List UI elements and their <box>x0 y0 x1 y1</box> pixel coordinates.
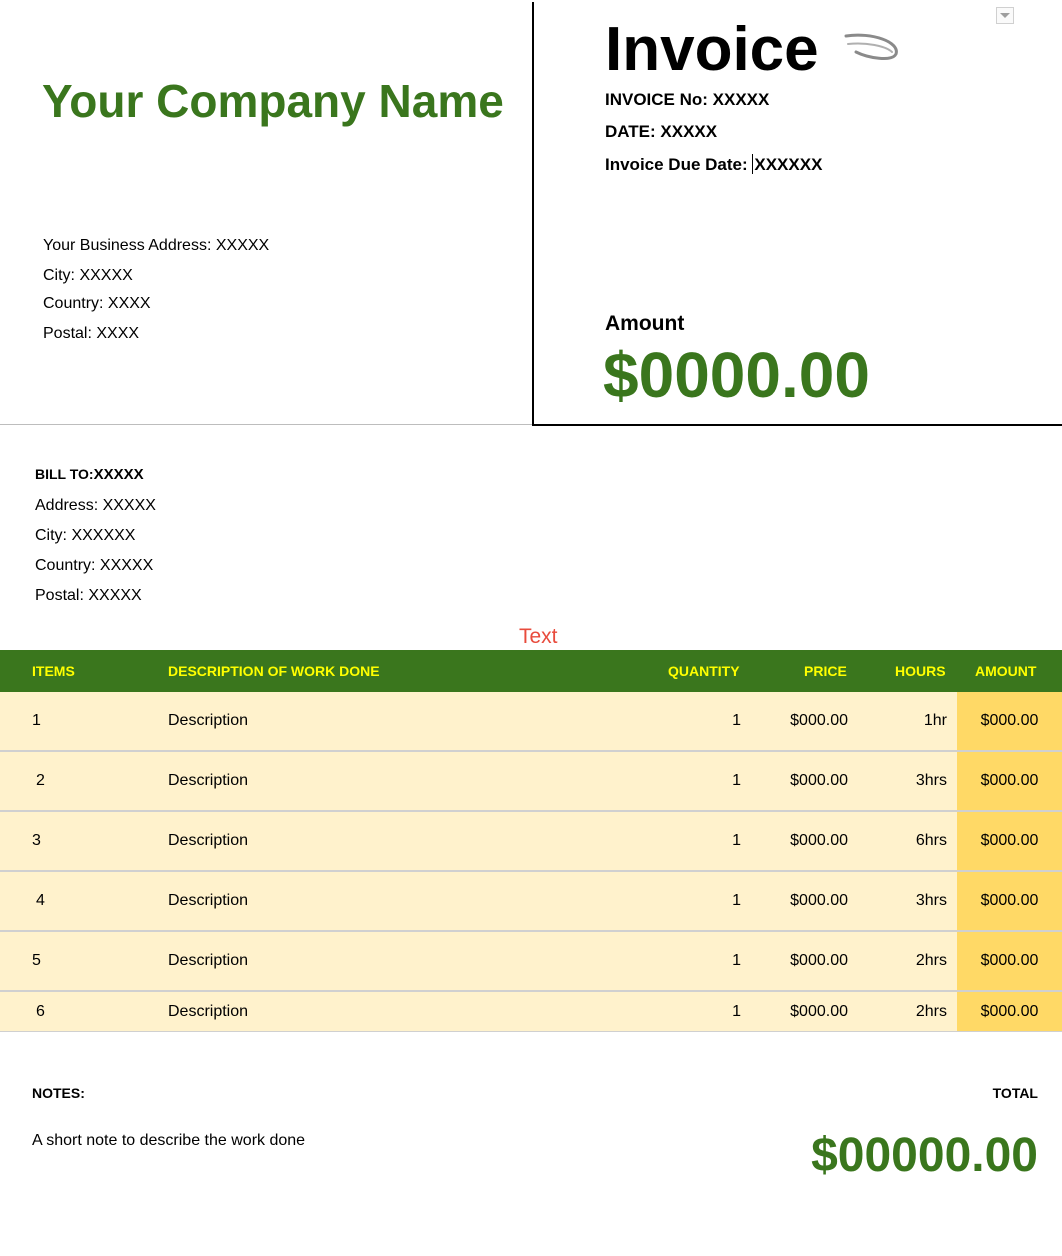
row-amount: $000.00 <box>957 992 1062 1031</box>
table-row <box>0 812 1062 872</box>
row-amount: $000.00 <box>957 752 1062 810</box>
invoice-number: INVOICE No: XXXXX <box>605 90 770 109</box>
row-item: 1 <box>32 712 41 729</box>
header-hours: HOURS <box>895 663 946 679</box>
bill-to <box>35 466 144 483</box>
row-amount: $000.00 <box>957 812 1062 870</box>
row-item: 4 <box>36 892 45 909</box>
row-amount: $000.00 <box>957 872 1062 930</box>
table-row <box>0 932 1062 992</box>
text-marker[interactable]: Text <box>519 625 558 648</box>
table-header <box>0 650 1062 692</box>
bill-to-label: BILL TO: <box>35 466 94 482</box>
bill-to-address: Address: XXXXX <box>35 497 156 514</box>
business-postal: Postal: XXXX <box>43 325 140 342</box>
row-description: Description <box>168 952 249 969</box>
invoice-title: Invoice <box>605 15 819 84</box>
row-hours: 2hrs <box>915 1002 947 1020</box>
business-address: Your Business Address: XXXXX <box>43 237 270 254</box>
total-value: $00000.00 <box>811 1129 1038 1182</box>
row-hours: 6hrs <box>915 832 947 849</box>
amount-label: Amount <box>605 312 685 335</box>
row-hours: 3hrs <box>915 772 947 789</box>
row-description: Description <box>168 832 249 849</box>
notes-label: NOTES: <box>32 1085 85 1101</box>
header-quantity: QUANTITY <box>668 663 740 679</box>
notes-text: A short note to describe the work done <box>32 1132 306 1149</box>
row-description: Description <box>168 892 249 909</box>
row-description: Description <box>168 712 249 729</box>
row-amount: $000.00 <box>957 932 1062 990</box>
row-amount: $000.00 <box>957 692 1062 750</box>
row-item: 3 <box>32 832 41 849</box>
swoosh-icon <box>842 30 902 66</box>
row-price: $000.00 <box>790 1002 848 1020</box>
row-price: $000.00 <box>790 952 848 969</box>
row-price: $000.00 <box>790 772 848 789</box>
amount-value: $0000.00 <box>603 339 870 411</box>
business-country: Country: XXXX <box>43 295 151 312</box>
header-items: ITEMS <box>32 663 75 679</box>
header-description: DESCRIPTION OF WORK DONE <box>168 663 380 679</box>
row-hours: 1hr <box>923 712 947 729</box>
table-row <box>0 692 1062 752</box>
due-date-label: Invoice Due Date: <box>605 155 753 174</box>
row-quantity: 1 <box>732 832 741 849</box>
header-price: PRICE <box>804 663 847 679</box>
company-name: Your Company Name <box>42 75 504 127</box>
bill-to-country: Country: XXXXX <box>35 557 154 574</box>
table-row <box>0 872 1062 932</box>
header-left-bottom-border <box>0 424 532 425</box>
row-item: 2 <box>36 772 45 789</box>
row-quantity: 1 <box>732 892 741 909</box>
bill-to-city: City: XXXXXX <box>35 527 136 544</box>
row-item: 6 <box>36 1002 45 1020</box>
row-price: $000.00 <box>790 832 848 849</box>
dropdown-toggle[interactable] <box>996 7 1014 24</box>
header-amount: AMOUNT <box>975 663 1037 679</box>
row-price: $000.00 <box>790 712 848 729</box>
bill-to-name: XXXXX <box>93 466 144 483</box>
row-item: 5 <box>32 952 41 969</box>
header-right-bottom-border <box>532 424 1062 426</box>
invoice-due-date[interactable] <box>605 154 822 175</box>
row-hours: 2hrs <box>915 952 947 969</box>
row-description: Description <box>168 772 249 789</box>
invoice-date: DATE: XXXXX <box>605 122 718 141</box>
row-price: $000.00 <box>790 892 848 909</box>
bill-to-postal: Postal: XXXXX <box>35 587 142 604</box>
table-row <box>0 752 1062 812</box>
header-vertical-divider <box>532 2 534 426</box>
row-hours: 3hrs <box>915 892 947 909</box>
items-table <box>0 650 1062 1032</box>
table-row <box>0 992 1062 1032</box>
row-description: Description <box>168 1002 249 1020</box>
row-quantity: 1 <box>732 1002 741 1020</box>
business-city: City: XXXXX <box>43 267 133 284</box>
row-quantity: 1 <box>732 772 741 789</box>
chevron-down-icon <box>1000 13 1010 18</box>
due-date-value[interactable]: XXXXXX <box>754 155 823 174</box>
row-quantity: 1 <box>732 952 741 969</box>
row-quantity: 1 <box>732 712 741 729</box>
total-label: TOTAL <box>992 1085 1038 1101</box>
